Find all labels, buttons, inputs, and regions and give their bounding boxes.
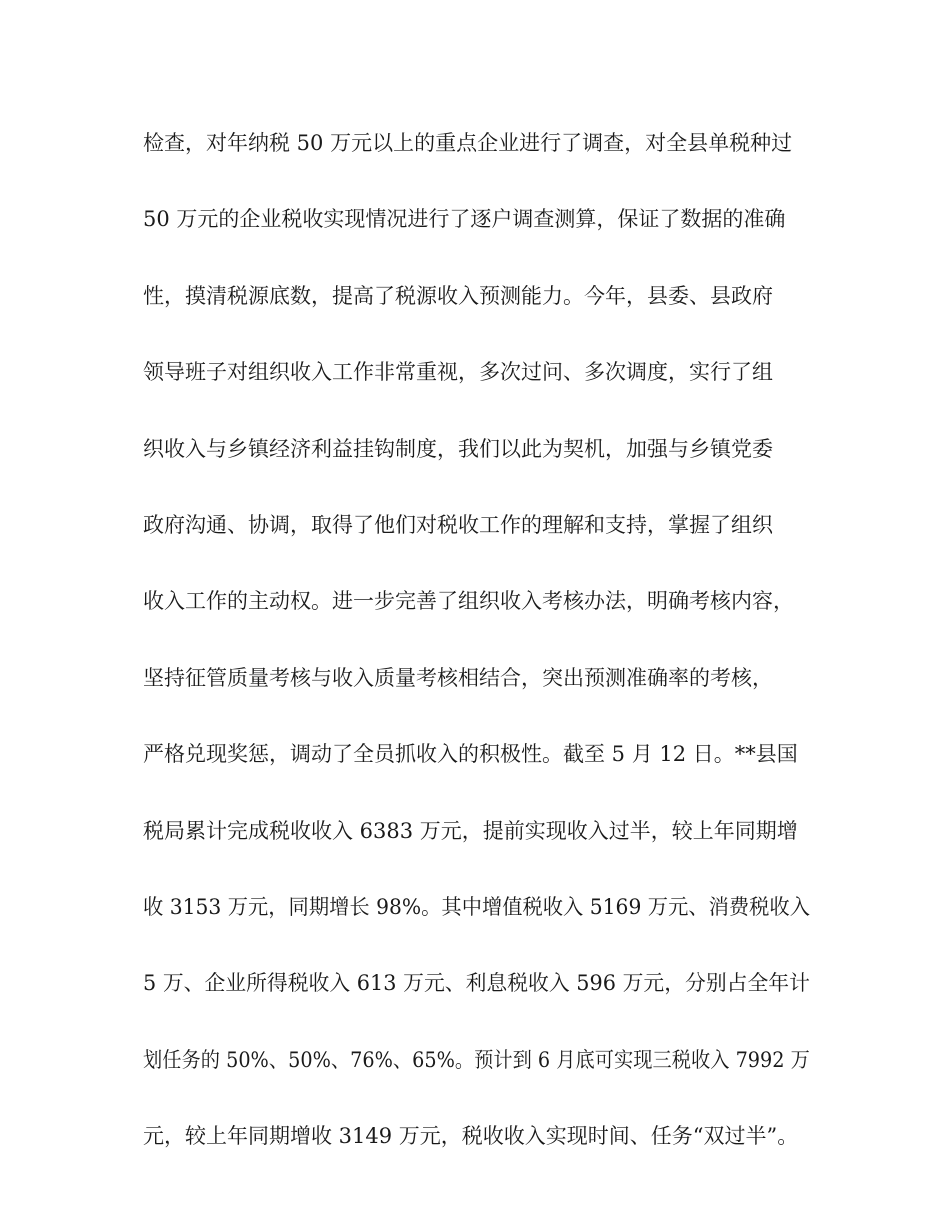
paragraph-line: 坚持征管质量考核与收入质量考核相结合，突出预测准确率的考核，	[143, 666, 773, 690]
paragraph-line: 政府沟通、协调，取得了他们对税收工作的理解和支持，掌握了组织	[143, 513, 773, 537]
paragraph-line: 收入工作的主动权。进一步完善了组织收入考核办法，明确考核内容，	[143, 589, 794, 613]
paragraph-line: 元，较上年同期增收 3149 万元，税收收入实现时间、任务“双过半”。	[143, 1124, 799, 1148]
paragraph-line: 严格兑现奖惩，调动了全员抓收入的积极性。截至 5 月 12 日。**县国	[143, 742, 798, 766]
paragraph-line: 划任务的 50%、50%、76%、65%。预计到 6 月底可实现三税收入 7992 万	[143, 1048, 810, 1072]
paragraph-line: 检查，对年纳税 50 万元以上的重点企业进行了调查，对全县单税种过	[143, 131, 793, 155]
paragraph-line: 织收入与乡镇经济利益挂钩制度，我们以此为契机，加强与乡镇党委	[143, 437, 773, 461]
paragraph-line: 税局累计完成税收收入 6383 万元，提前实现收入过半，较上年同期增	[143, 819, 798, 843]
paragraph-line: 性，摸清税源底数，提高了税源收入预测能力。今年，县委、县政府	[143, 284, 773, 308]
paragraph-line: 5 万、企业所得税收入 613 万元、利息税收入 596 万元，分别占全年计	[143, 971, 810, 995]
paragraph-line: 50 万元的企业税收实现情况进行了逐户调查测算，保证了数据的准确	[143, 207, 786, 231]
paragraph-line: 领导班子对组织收入工作非常重视，多次过问、多次调度，实行了组	[143, 360, 773, 384]
paragraph-line: 收 3153 万元，同期增长 98%。其中增值税收入 5169 万元、消费税收入	[143, 895, 810, 919]
